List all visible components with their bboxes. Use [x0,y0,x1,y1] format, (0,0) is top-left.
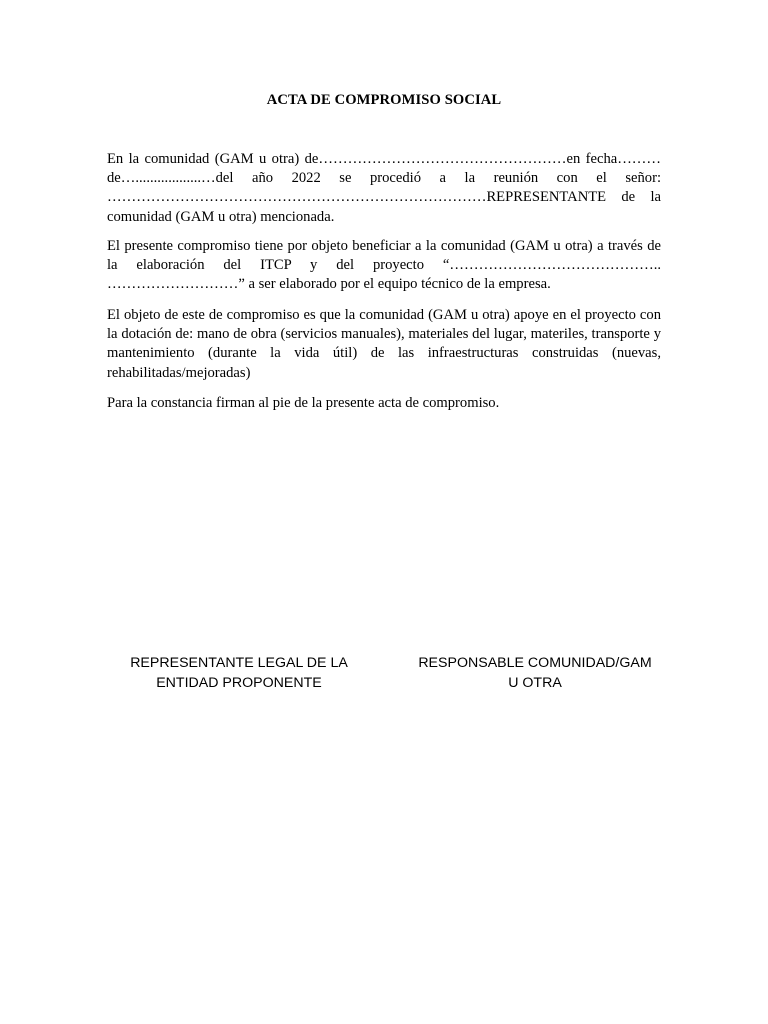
signature-block-community-responsible [404,654,666,693]
paragraph-commitment-purpose: El presente compromiso tiene por objeto beneficiar a la comunidad (GAM u otra) a través de la elaboración del ITCP y del proyecto “…………………………………….. ………………………” a ser elaborado por el equipo técnico de la empresa. [107,238,661,293]
signature-label-line: U OTRA [508,674,562,691]
paragraph-meeting-details: En la comunidad (GAM u otra) de……………………………………………en fecha………de…..................…del año 2022 se procedió a la reunión con el señor: ……………………………………………………………………REPRESENTANTE de la comunidad (GAM u otra) mencionada. [107,151,661,225]
signature-label-line: REPRESENTANTE LEGAL DE LA [130,655,348,671]
signature-block-legal-representative [108,654,370,693]
paragraph-commitment-object: El objeto de este de compromiso es que la comunidad (GAM u otra) apoye en el proyecto con la dotación de: mano de obra (servicios manuales), materiales del lugar, materiles, transporte y mantenimiento (durante la vida útil) de las infraestructuras construidas (nuevas, rehabilitadas/mejoradas) [107,307,661,381]
paragraph-signature-note: Para la constancia firman al pie de la presente acta de compromiso. [107,395,500,411]
document-title: ACTA DE COMPROMISO SOCIAL [266,92,502,108]
signature-label-line: RESPONSABLE COMUNIDAD/GAM [418,655,652,671]
signature-label-line: ENTIDAD PROPONENTE [156,674,322,691]
